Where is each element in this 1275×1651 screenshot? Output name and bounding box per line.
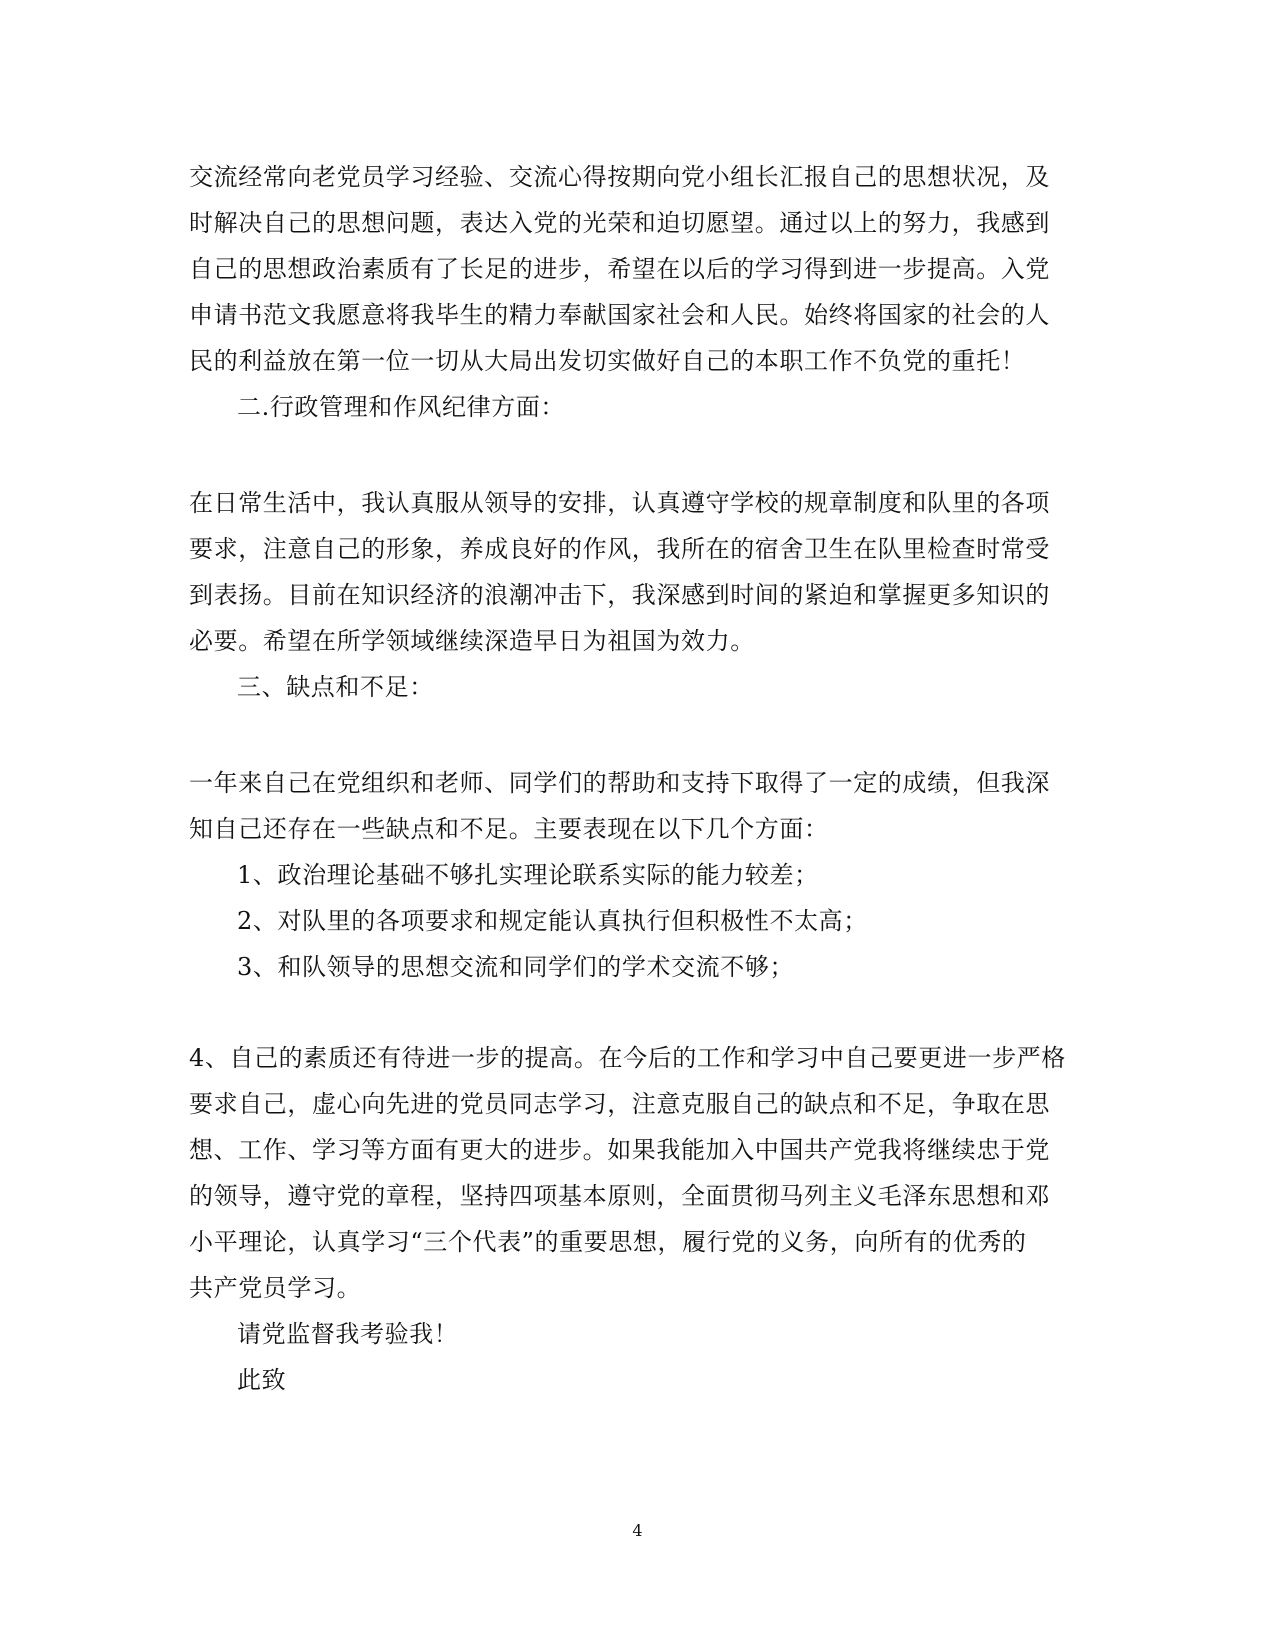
list-item: 1、政治理论基础不够扎实理论联系实际的能力较差； — [237, 861, 819, 889]
text-line: 到表扬。目前在知识经济的浪潮冲击下，我深感到时间的紧迫和掌握更多知识的 — [189, 581, 1050, 609]
text-line: 知自己还存在一些缺点和不足。主要表现在以下几个方面： — [189, 815, 829, 843]
section-heading: 三、缺点和不足： — [237, 673, 434, 701]
section-heading: 二.行政管理和作风纪律方面： — [237, 393, 566, 421]
text-line: 4、自己的素质还有待进一步的提高。在今后的工作和学习中自己要更进一步严格 — [189, 1044, 1066, 1072]
text-line: 自己的思想政治素质有了长足的进步，希望在以后的学习得到进一步提高。入党 — [189, 255, 1050, 283]
text-line: 共产党员学习。 — [189, 1274, 362, 1302]
text-line: 时解决自己的思想问题，表达入党的光荣和迫切愿望。通过以上的努力，我感到 — [189, 209, 1050, 237]
text-line: 在日常生活中，我认真服从领导的安排，认真遵守学校的规章制度和队里的各项 — [189, 489, 1050, 517]
text-line: 想、工作、学习等方面有更大的进步。如果我能加入中国共产党我将继续忠于党 — [189, 1136, 1050, 1164]
list-item: 2、对队里的各项要求和规定能认真执行但积极性不太高； — [237, 907, 868, 935]
closing-salutation: 此致 — [237, 1366, 287, 1394]
text-line: 申请书范文我愿意将我毕生的精力奉献国家社会和人民。始终将国家的社会的人 — [189, 301, 1050, 329]
page-number: 4 — [632, 1521, 643, 1540]
closing-line: 请党监督我考验我！ — [237, 1320, 459, 1348]
text-line: 小平理论，认真学习“三个代表”的重要思想，履行党的义务，向所有的优秀的 — [189, 1228, 1027, 1256]
text-line: 民的利益放在第一位一切从大局出发切实做好自己的本职工作不负党的重托！ — [189, 347, 1026, 375]
text-line: 一年来自己在党组织和老师、同学们的帮助和支持下取得了一定的成绩，但我深 — [189, 769, 1050, 797]
text-line: 要求自己，虚心向先进的党员同志学习，注意克服自己的缺点和不足，争取在思 — [189, 1090, 1050, 1118]
text-line: 要求，注意自己的形象，养成良好的作风，我所在的宿舍卫生在队里检查时常受 — [189, 535, 1050, 563]
text-line: 的领导，遵守党的章程，坚持四项基本原则，全面贯彻马列主义毛泽东思想和邓 — [189, 1182, 1050, 1210]
text-line: 必要。希望在所学领域继续深造早日为祖国为效力。 — [189, 627, 755, 655]
list-item: 3、和队领导的思想交流和同学们的学术交流不够； — [237, 953, 795, 981]
text-line: 交流经常向老党员学习经验、交流心得按期向党小组长汇报自己的思想状况，及 — [189, 163, 1050, 191]
